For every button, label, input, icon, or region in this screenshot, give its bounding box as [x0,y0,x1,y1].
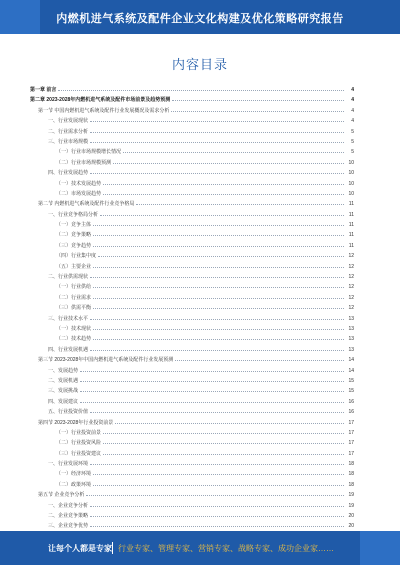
toc-entry[interactable] [30,354,354,364]
toc-entry[interactable] [30,188,354,198]
toc-entry[interactable] [30,250,354,260]
toc-entry[interactable] [30,385,354,395]
toc-entry[interactable] [30,468,354,478]
toc-entry[interactable] [30,500,354,510]
toc-entry-page: 16 [348,409,354,416]
toc-entry-page: 19 [348,502,354,509]
toc-dot-leader [171,105,344,112]
toc-entry[interactable] [30,157,354,167]
toc-entry[interactable] [30,115,354,125]
toc-dot-leader [93,468,344,475]
toc-entry[interactable] [30,448,354,458]
toc-entry-title: （一）技术现状 [56,325,92,332]
toc-entry-page: 20 [348,513,354,520]
toc-entry[interactable] [30,219,354,229]
toc-entry[interactable] [30,323,354,333]
toc-entry-title: 三、企业竞争优势 [48,523,89,530]
toc-dot-leader [93,261,344,268]
footer-divider [112,542,113,554]
toc-dot-leader [93,229,344,236]
toc-entry-title: （五）主要企业 [56,263,92,270]
toc-dot-leader [80,385,344,392]
toc-entry-title: 第二章 2023-2028年内燃机进气系统及配件市场前景及趋势预测 [30,97,171,104]
toc-entry-title: 第一节 中国内燃机进气系统及配件行业发展概况及需求分析 [38,107,170,114]
toc-dot-leader [93,240,344,247]
toc-entry[interactable] [30,126,354,136]
toc-entry[interactable] [30,84,354,94]
toc-entry-title: 二、行业需求分析 [48,128,89,135]
toc-dot-leader [93,302,344,309]
toc-entry[interactable] [30,198,354,208]
toc-entry[interactable] [30,510,354,520]
toc-entry-title: （二）政策环境 [56,481,92,488]
toc-entry-title: （一）行业供给 [56,284,92,291]
toc-entry[interactable] [30,178,354,188]
toc-entry-page: 13 [348,325,354,332]
toc-entry[interactable] [30,396,354,406]
toc-entry-title: （三）供需平衡 [56,305,92,312]
toc-entry-page: 15 [348,377,354,384]
toc-entry-page: 18 [348,481,354,488]
toc-entry[interactable] [30,313,354,323]
toc-dot-leader [90,167,344,174]
toc-entry[interactable] [30,479,354,489]
toc-dot-leader [93,292,344,299]
toc-entry-title: 三、行业市场规模 [48,138,89,145]
toc-entry-page: 18 [348,471,354,478]
toc-dot-leader [93,479,344,486]
toc-entry-page: 14 [348,357,354,364]
toc-entry[interactable] [30,437,354,447]
toc-entry[interactable] [30,292,354,302]
toc-entry-title: （一）行业投资前景 [56,429,102,436]
toc-dot-leader [90,344,344,351]
toc-entry-page: 17 [348,419,354,426]
toc-entry-title: 一、企业竞争分析 [48,502,89,509]
toc-entry-page: 16 [348,398,354,405]
toc-entry-title: （二）技术趋势 [56,336,92,343]
toc-entry-page: 15 [348,388,354,395]
header-banner [0,0,400,34]
toc-entry-title: （一）经济环境 [56,471,92,478]
toc-dot-leader [90,458,344,465]
toc-dot-leader [58,84,344,91]
footer-slogan: 让每个人都是专家 [48,544,112,553]
footer-banner [0,531,400,565]
report-title: 内燃机进气系统及配件企业文化构建及优化策略研究报告 [56,13,344,25]
toc-entry-page: 13 [348,315,354,322]
toc-entry-title: 第四节 2023-2028年行业投资前景 [38,419,114,426]
toc-dot-leader [115,417,344,424]
toc-entry-page: 4 [351,97,354,104]
toc-entry-title: （二）行业需求 [56,294,92,301]
toc-entry-title: 二、企业竞争策略 [48,513,89,520]
toc-dot-leader [103,178,344,185]
toc-entry-page: 10 [348,170,354,177]
toc-entry[interactable] [30,406,354,416]
toc-entry[interactable] [30,333,354,343]
toc-dot-leader [90,136,344,143]
toc-dot-leader [100,209,344,216]
toc-entry-page: 20 [348,523,354,530]
toc-entry[interactable] [30,261,354,271]
toc-entry-title: （二）竞争策略 [56,232,92,239]
toc-entry-title: （四）行业集中度 [56,253,97,260]
toc-entry-page: 5 [351,128,354,135]
toc-entry-title: （三）行业投资建议 [56,450,102,457]
toc-entry-title: 第五节 企业竞争分析 [38,492,85,499]
toc-dot-leader [103,188,344,195]
toc-entry-title: 二、发展机遇 [48,377,79,384]
toc-entry-title: （二）行业投资风险 [56,440,102,447]
toc-dot-leader [103,427,344,434]
toc-dot-leader [86,489,344,496]
toc-entry-page: 14 [348,367,354,374]
toc-dot-leader [80,396,344,403]
toc-entry[interactable] [30,271,354,281]
toc-entry-page: 4 [351,118,354,125]
toc-entry[interactable] [30,302,354,312]
toc-entry-page: 17 [348,440,354,447]
toc-entry-title: 四、行业发展趋势 [48,170,89,177]
toc-entry-page: 12 [348,253,354,260]
toc-dot-leader [93,333,344,340]
toc-entry-page: 11 [348,222,354,229]
toc-entry[interactable] [30,146,354,156]
toc-entry-title: 三、行业技术水平 [48,315,89,322]
toc-dot-leader [98,250,344,257]
toc-entry-page: 11 [348,211,354,218]
toc-dot-leader [103,437,344,444]
toc-heading: 内容目录 [171,57,228,72]
toc-entry-title: 三、发展挑战 [48,388,79,395]
toc-entry[interactable] [30,520,354,530]
toc-entry[interactable] [30,209,354,219]
toc-entry-page: 11 [348,242,354,249]
toc-entry-page: 5 [351,149,354,156]
toc-entry-page: 17 [348,450,354,457]
toc-dot-leader [175,354,344,361]
toc-entry-page: 12 [348,294,354,301]
toc-entry-title: 四、行业发展机遇 [48,346,89,353]
toc-dot-leader [93,281,344,288]
toc-entry[interactable] [30,94,354,104]
toc-entry-title: 一、行业发展现状 [48,118,89,125]
table-of-contents [30,84,354,531]
toc-entry-page: 19 [348,492,354,499]
toc-dot-leader [136,198,344,205]
toc-entry-title: （三）竞争趋势 [56,242,92,249]
toc-dot-leader [90,115,344,122]
toc-entry[interactable] [30,375,354,385]
toc-entry[interactable] [30,105,354,115]
toc-entry[interactable] [30,365,354,375]
toc-dot-leader [90,313,344,320]
toc-dot-leader [123,146,344,153]
toc-entry-title: 第二节 内燃机进气系统及配件行业竞争格局 [38,201,135,208]
toc-entry-page: 12 [348,263,354,270]
toc-entry-title: （一）技术发展趋势 [56,180,102,187]
toc-dot-leader [80,365,344,372]
toc-entry[interactable] [30,344,354,354]
toc-dot-leader [90,500,344,507]
toc-entry-page: 10 [348,190,354,197]
toc-dot-leader [80,375,344,382]
toc-entry-page: 17 [348,429,354,436]
toc-dot-leader [172,94,344,101]
toc-dot-leader [90,520,344,527]
toc-entry[interactable] [30,167,354,177]
toc-entry-title: 一、发展趋势 [48,367,79,374]
toc-entry-title: 一、行业发展环境 [48,461,89,468]
toc-entry-title: （一）竞争主体 [56,222,92,229]
toc-entry-page: 4 [351,107,354,114]
toc-entry-page: 11 [348,201,354,208]
toc-entry-title: 第三节 2023-2028年中国内燃机进气系统及配件行业发展预测 [38,357,174,364]
toc-entry-title: 一、行业竞争格局分析 [48,211,99,218]
toc-entry-title: 二、行业供需现状 [48,274,89,281]
toc-entry[interactable] [30,458,354,468]
toc-dot-leader [93,323,344,330]
toc-dot-leader [90,510,344,517]
footer-tagline: 行业专家、管理专家、营销专家、战略专家、成功企业家…… [118,544,334,553]
toc-entry[interactable] [30,281,354,291]
toc-dot-leader [103,448,344,455]
toc-entry[interactable] [30,427,354,437]
toc-entry-title: （二）行业市场规模预测 [56,159,112,166]
toc-entry-page: 13 [348,346,354,353]
toc-entry-title: （二）市场发展趋势 [56,190,102,197]
toc-entry-page: 12 [348,274,354,281]
toc-entry-page: 18 [348,461,354,468]
toc-entry-page: 11 [348,232,354,239]
toc-entry-title: 第一章 前言 [30,87,57,93]
toc-entry-page: 10 [348,180,354,187]
footer-accent [360,531,400,565]
toc-dot-leader [90,126,344,133]
toc-entry[interactable] [30,240,354,250]
toc-entry-page: 5 [351,138,354,145]
toc-entry[interactable] [30,136,354,146]
toc-entry-page: 12 [348,284,354,291]
toc-entry-title: （一）行业市场规模增长情况 [56,149,122,156]
toc-entry[interactable] [30,229,354,239]
toc-dot-leader [90,271,344,278]
toc-entry-title: 四、发展建议 [48,398,79,405]
toc-entry-page: 12 [348,305,354,312]
toc-dot-leader [90,406,344,413]
toc-entry-page: 4 [351,87,354,93]
toc-entry[interactable] [30,417,354,427]
toc-entry-page: 10 [348,159,354,166]
toc-dot-leader [113,157,344,164]
toc-dot-leader [93,219,344,226]
toc-entry-page: 13 [348,336,354,343]
toc-entry[interactable] [30,489,354,499]
toc-entry-title: 五、行业投资价值 [48,409,89,416]
